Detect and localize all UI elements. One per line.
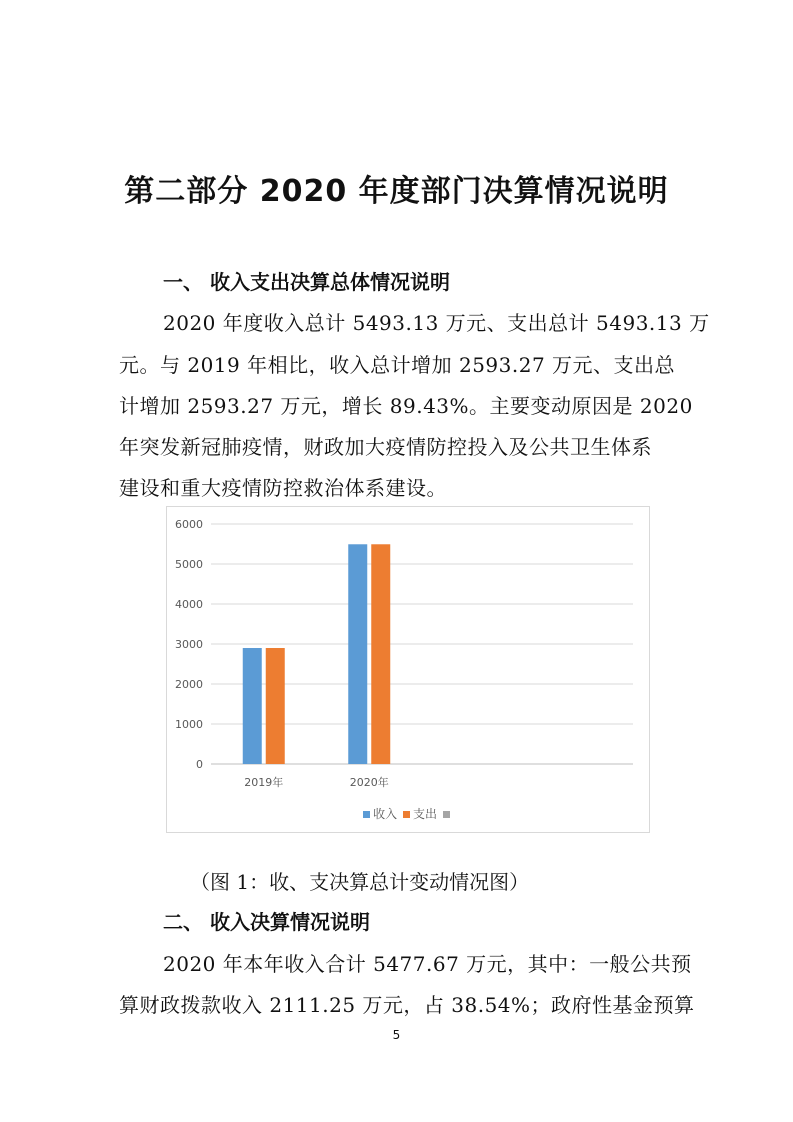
y-tick-label: 2000: [175, 678, 203, 691]
paragraph-line: 算财政拨款收入 2111.25 万元，占 38.54%；政府性基金预算: [119, 993, 695, 1017]
bar-chart: [166, 506, 650, 833]
section-heading-1: 一、 收入支出决算总体情况说明: [163, 270, 450, 294]
paragraph-line: 年突发新冠肺疫情，财政加大疫情防控投入及公共卫生体系: [119, 435, 652, 459]
page-number: 5: [392, 1028, 401, 1042]
bar-income: [243, 648, 262, 764]
paragraph-line: 建设和重大疫情防控救治体系建设。: [119, 476, 447, 500]
y-tick-label: 3000: [175, 638, 203, 651]
figure-caption: （图 1：收、支决算总计变动情况图）: [190, 870, 530, 894]
legend-swatch-icon: [443, 811, 450, 818]
legend-item-empty: [443, 807, 453, 821]
chart-canvas: [167, 507, 649, 832]
x-tick-label: 2019年: [244, 776, 284, 789]
x-tick-label: 2020年: [349, 776, 389, 789]
page-title: 第二部分 2020 年度部门决算情况说明: [124, 174, 669, 209]
bar-income: [348, 544, 367, 764]
bar-expense: [266, 648, 285, 764]
y-tick-label: 5000: [175, 558, 203, 571]
y-tick-label: 6000: [175, 518, 203, 531]
legend-swatch-icon: [363, 811, 370, 818]
legend-label: 收入: [373, 807, 398, 821]
paragraph-line: 2020 年度收入总计 5493.13 万元、支出总计 5493.13 万: [163, 311, 710, 335]
y-tick-label: 4000: [175, 598, 203, 611]
y-tick-label: 1000: [175, 718, 203, 731]
paragraph-line: 元。与 2019 年相比，收入总计增加 2593.27 万元、支出总: [119, 353, 676, 377]
chart-legend: [167, 805, 649, 822]
y-tick-label: 0: [196, 758, 203, 771]
section-heading-2: 二、 收入决算情况说明: [163, 910, 370, 934]
paragraph-line: 2020 年本年收入合计 5477.67 万元，其中：一般公共预: [163, 952, 692, 976]
paragraph-line: 计增加 2593.27 万元，增长 89.43%。主要变动原因是 2020: [119, 394, 693, 418]
bar-expense: [371, 544, 390, 764]
legend-item-expense: [403, 807, 441, 821]
legend-label: 支出: [413, 807, 438, 821]
legend-swatch-icon: [403, 811, 410, 818]
legend-item-income: [363, 807, 401, 821]
